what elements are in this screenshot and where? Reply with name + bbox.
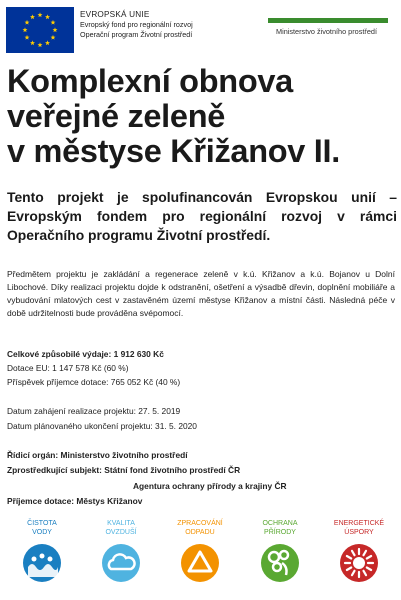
ministry-name: Ministerstvo životního prostředí (276, 27, 377, 36)
ministry-bar (268, 18, 388, 23)
recycle-triangle-icon (180, 543, 220, 583)
cloud-icon (101, 543, 141, 583)
managing-authority: Řídicí orgán: Ministerstvo životního prostředí (7, 450, 188, 460)
page-title (7, 64, 397, 169)
total-costs: Celkové způsobilé výdaje: 1 912 630 Kč (7, 349, 164, 359)
icon-waste (160, 519, 240, 583)
ministry-logo (268, 18, 394, 36)
icon-water (2, 519, 82, 583)
priority-icons (0, 519, 401, 600)
icon-label: ENERGETICKÉ ÚSPORY (333, 520, 385, 536)
end-date: Datum plánovaného ukončení projektu: 31. 5. 2020 (7, 421, 197, 431)
eu-star (30, 14, 35, 19)
eu-star (45, 14, 50, 19)
eu-star (51, 20, 56, 25)
recipient-contribution: Příspěvek příjemce dotace: 765 052 Kč (40 %) (7, 377, 181, 387)
eu-program: Operační program Životní prostředí (80, 30, 193, 39)
title-line: v městyse Křižanov II. (7, 133, 340, 169)
eu-flag-icon (6, 7, 74, 53)
eu-star (30, 40, 35, 45)
icon-label: ZPRACOVÁNÍ ODPADU (177, 520, 223, 536)
icon-energy (319, 519, 399, 583)
start-date: Datum zahájení realizace projektu: 27. 5. 2019 (7, 406, 181, 416)
eu-star (51, 35, 56, 40)
eu-text-block (80, 10, 193, 40)
eu-subsidy: Dotace EU: 1 147 578 Kč (60 %) (7, 363, 129, 373)
icon-label: ČISTOTA VODY (27, 520, 57, 536)
eu-star (38, 12, 43, 17)
subtitle: Tento projekt je spolufinancován Evropskou unií – Evropským fondem pro regionální rozvoj v rámci Operačního programu Životní prostředí. (7, 189, 397, 243)
eu-star (23, 27, 28, 32)
intermediate-body: Zprostředkující subjekt: Státní fond životního prostředí ČR (7, 465, 241, 475)
project-description: Předmětem projektu je zakládání a regenerace zeleně v k.ú. Křižanov a k.ú. Bojanov u Dolní Libochové. Díky realizaci projektu dojde k odstranění, ošetření a výsadbě dřevin, doplnění mobiliáře a vybudování mlatových cest v zastavěném území městyse Křižanov a místní části. Následná péče v době udržitelnosti bude prováděna svépomocí. (7, 269, 395, 318)
agency: Agentura ochrany přírody a krajiny ČR (133, 481, 287, 491)
subsidy-recipient: Příjemce dotace: Městys Křižanov (7, 496, 143, 506)
plant-icon (260, 543, 300, 583)
title-line: veřejné zeleně (7, 98, 226, 134)
sun-energy-icon (339, 543, 379, 583)
eu-title: EVROPSKÁ UNIE (80, 10, 150, 19)
eu-star (45, 40, 50, 45)
icon-air (81, 519, 161, 583)
header (0, 0, 401, 56)
icon-label: OCHRANA PŘÍRODY (262, 520, 298, 536)
eu-star (25, 35, 30, 40)
title-line: Komplexní obnova (7, 63, 293, 99)
icon-label: KVALITA OVZDUŠÍ (105, 520, 137, 536)
icon-nature (240, 519, 320, 583)
eu-fund: Evropský fond pro regionální rozvoj (80, 20, 193, 29)
water-drops-icon (22, 543, 62, 583)
eu-star (38, 42, 43, 47)
eu-star (25, 20, 30, 25)
eu-star (53, 27, 58, 32)
